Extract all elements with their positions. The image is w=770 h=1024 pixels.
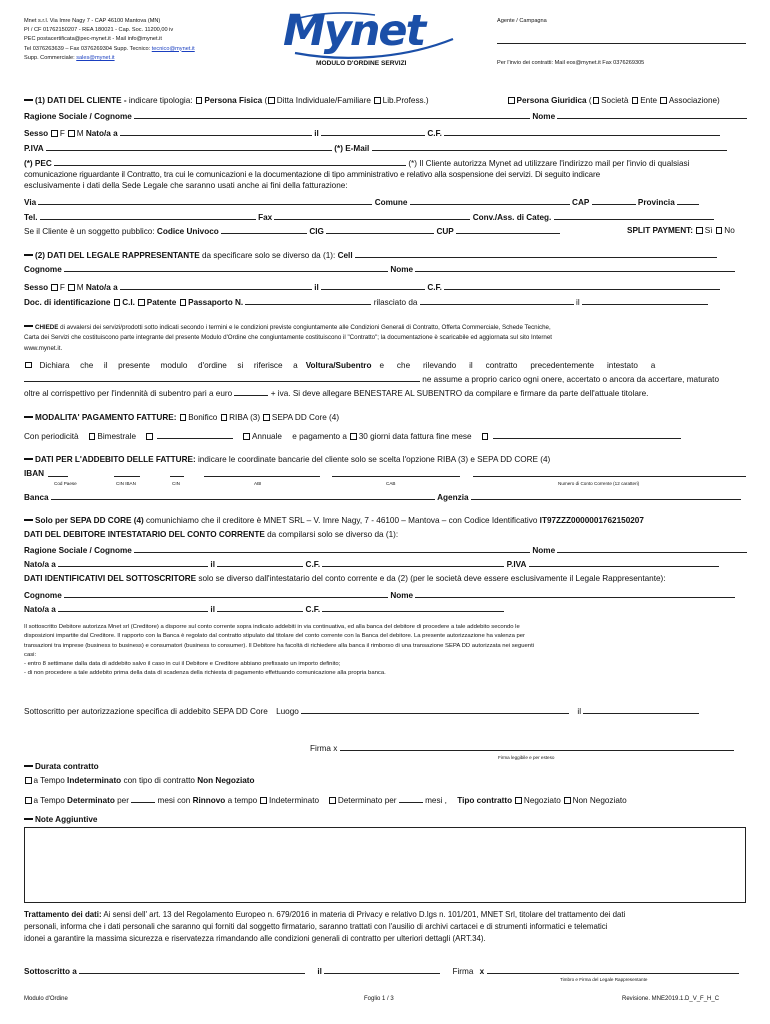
negoziato-checkbox[interactable] [515,797,522,804]
sottoscrittore-heading: DATI IDENTIFICATIVI DEL SOTTOSCRITORE [24,574,197,583]
mandate-line-2: disposizioni impartite dal Creditore. Il rapporto con la Banca è regolato dal contratto stipulato dal titolare del conto corrente con la Banca del debitore. La presente autorizzazione ha valenza per [24,633,526,640]
doc-label: Doc. di identificazione [24,298,111,307]
provincia-field[interactable] [677,197,699,205]
sepa-heading-row [24,516,644,526]
split-payment-label: SPLIT PAYMENT: [627,226,693,235]
pec-field[interactable] [54,158,406,166]
det-bold: Determinato [67,796,115,805]
voltura-pre: Dichiara che il presente modulo d'ordine si riferisce a [39,361,298,370]
det-mesi-field[interactable] [131,795,155,803]
pagamento-row [24,413,339,423]
privacy-line-3: idonei a garantire la massima sicurezza e riservatezza rimandando alle condizioni generali di contratto per ulteriori dettagli (ART.34). [24,934,486,944]
debitore-nato-label: Nato/a a [24,560,56,569]
s1-piva-row [24,143,727,154]
section-dash-icon [24,519,33,521]
s1-heading-row: (1) DATI DEL CLIENTE - indicare tipologia: Persona Fisica ( Ditta Individuale/Familiare Lib.Profess.) [24,96,429,106]
ci-label: C.I. [122,298,135,307]
cup-field[interactable] [456,226,560,234]
sepa-il-field[interactable] [583,706,699,714]
debitore-heading: DATI DEL DEBITORE INTESTATARIO DEL CONTO CORRENTE [24,530,265,539]
persona-fisica-label: Persona Fisica [204,96,263,105]
agenzia-field[interactable] [471,492,741,500]
bimestrale-label: Bimestrale [97,432,137,441]
pa-prefix: Se il Cliente è un soggetto pubblico: [24,227,155,236]
det-mesi-2-field[interactable] [399,795,423,803]
cig-label: CIG [309,227,324,236]
debitore-piva-field[interactable] [529,559,719,567]
debitore-il-field[interactable] [217,559,303,567]
il-field[interactable] [321,128,425,136]
privacy-line-2: personali, informa che i dati personali che saranno qui forniti dal soggetto firmatario, saranno trattati con l'ausilio di archivi cartacei e di strumenti informatici e telematici [24,922,608,932]
pec-label: (*) PEC [24,159,52,168]
tempo-indeterminato-checkbox[interactable] [25,777,32,784]
section-dash-icon [24,765,33,767]
voltura-row-1 [24,361,746,371]
sepa-checkbox[interactable] [263,414,270,421]
ditta-label: Ditta Individuale/Familiare [276,96,371,105]
riba-label: RIBA (3) [229,413,261,422]
s2-cf-label: C.F. [427,283,442,292]
tempo-determinato-checkbox[interactable] [25,797,32,804]
s2-sesso-m-checkbox[interactable] [68,284,75,291]
privacy-line-1: Ai sensi dell' art. 13 del Regolamento Europeo n. 679/2016 in materia di Privacy e relativo D.lgs n. 101/201, MNET Srl, titolare del trattamento dei dati [103,910,626,919]
debitore-nato-field[interactable] [58,559,208,567]
pec-note-1: (*) Il Cliente autorizza Mynet ad utilizzare l'indirizzo mail per l'invio di qualsiasi [408,159,690,168]
iban-cin-iban-field[interactable] [114,469,140,477]
note-aggiuntive-field[interactable] [24,827,746,903]
durata-indet-row [24,776,255,786]
indet-pre: a Tempo [33,776,65,785]
s2-il-field[interactable] [321,282,425,290]
sottoscrittore-cf-label: C.F. [305,605,321,614]
ente-checkbox[interactable] [632,97,639,104]
piva-label: P.IVA [24,144,44,153]
section-dash-icon [24,458,33,460]
final-sign-row [24,966,739,977]
sottoscrittore-cf-field[interactable] [322,604,504,612]
mandate-line-1: Il sottoscritto Debitore autorizza Mnet srl (Creditore) a disporre sul conto corrente sopra indicato addebiti in via continuativa, ed alla banca del debitore di procedere a tale addebito secondo le [24,624,520,630]
cod-paese-label: Cod Paese [54,481,77,486]
det-indet: Indeterminato [268,796,320,805]
bimestrale-checkbox[interactable] [89,433,96,440]
s2-cognome-field[interactable] [64,264,388,272]
pec-note-3: esclusivamente i dati della Sede Legale che saranno usati anche ai fini della fatturazione: [24,181,348,190]
tel-label: Tel. [24,213,38,222]
rilasciato-label: rilasciato da [373,298,418,307]
mandate-line-5: - entro 8 settimane dalla data di addebito salvo il caso in cui il Debitore e Creditore abbiano prefissato un importo definito; [24,661,341,668]
split-no-label: No [724,226,735,235]
30-giorni-label: 30 giorni data fattura fine mese [358,432,472,441]
sepa-firma-row [310,743,734,754]
sottoscrittore-nato-row [24,604,504,615]
iban-fields [48,469,746,479]
sesso-f-checkbox[interactable] [51,130,58,137]
s2-subheading: da specificare solo se diverso da (1): [201,251,336,260]
cig-field[interactable] [326,226,434,234]
mandate-text [24,623,746,679]
sottoscrittore-cognome-row [24,590,735,601]
fax-label: Fax [258,213,273,222]
firma-note: Firma leggibile e per esteso [498,755,555,760]
s1-heading: (1) DATI DEL CLIENTE - [35,96,127,105]
cf-label: C.F. [427,129,442,138]
num-conto-label: Numero di Conto Corrente (12 caratteri) [558,481,640,486]
note-heading: Note Aggiuntive [35,815,98,824]
s2-sesso-f-label: F [59,283,65,292]
sepa-sign-row [24,706,699,717]
tipo-contratto-label: Tipo contratto [457,796,513,805]
mandate-line-4: casi: [24,651,37,658]
det-mesi: mesi con [157,796,191,805]
banca-label: Banca [24,493,49,502]
tech-email-link[interactable]: tecnico@mynet.it [151,45,195,52]
sottoscrittore-nome-label: Nome [390,591,414,600]
debitore-nato-row [24,559,719,570]
debitore-ragione-row [24,545,747,556]
mandate-line-3: transazioni tra imprese (business to business) e consumatori (business to consumer). Il Debitore ha facoltà di richiedere alla banca il rimborso di una transazione SEPA DD autorizzata nei seguenti [24,642,535,649]
tel-field[interactable] [40,212,256,220]
s2-cognome-label: Cognome [24,265,62,274]
cup-label: CUP [436,227,454,236]
ci-checkbox[interactable] [114,299,121,306]
cell-field[interactable] [355,250,717,258]
debitore-nome-field[interactable] [557,545,747,553]
riba-checkbox[interactable] [221,414,228,421]
sepa-il-label: il [577,707,582,716]
luogo-field[interactable] [301,706,569,714]
comune-label: Comune [374,198,408,207]
addebito-heading-row [24,455,550,465]
lib-prof-label: Lib.Profess.) [382,96,429,105]
sepa-heading: Solo per SEPA DD CORE (4) [35,516,144,525]
abi-label: ABI [254,481,262,486]
chiede-heading: CHIEDE [35,324,59,331]
nome-field[interactable] [557,111,747,119]
company-info [24,17,195,63]
indennita-field[interactable] [234,388,268,396]
lib-prof-checkbox[interactable] [374,97,381,104]
ragione-sociale-field[interactable] [134,111,530,119]
agenzia-label: Agenzia [437,493,469,502]
cin-label: CIN [172,481,180,486]
negoziato-label: Negoziato [523,796,561,805]
s1-sesso-row [24,128,720,139]
footer-left: Modulo d'Ordine [24,996,68,1002]
s2-nato-field[interactable] [120,282,312,290]
s1-ragione-row [24,111,747,122]
voltura-line-3: oltre al corrispettivo per l'indennità di subentro pari a euro [24,389,233,398]
iban-labels [48,481,746,489]
indet-bold: Indeterminato [67,776,122,785]
s2-sesso-m-label: M [76,283,84,292]
debitore-ragione-label: Ragione Sociale / Cognome [24,546,132,555]
mynet-logo [283,6,456,59]
s2-sesso-label: Sesso [24,283,49,292]
section-dash-icon [24,818,33,820]
persona-giuridica-checkbox[interactable] [508,97,515,104]
sottoscrittore-nome-field[interactable] [415,590,735,598]
indet-mid: con tipo di contratto [123,776,195,785]
associazione-checkbox[interactable] [660,97,667,104]
s2-nato-label: Nato/a a [85,283,118,292]
sepa-sottoscritto-label: Sottoscritto per autorizzazione specifica di addebito SEPA DD Core [24,707,268,716]
agent-field[interactable] [497,43,746,44]
chiede-text-3: www.mynet.it. [24,344,63,352]
final-firma-field[interactable] [487,966,739,974]
ragione-sociale-label: Ragione Sociale / Cognome [24,112,132,121]
logo-wordmark: Mynet [283,6,425,56]
voltura-post: e che rilevando il contratto precedentemente intestato a [379,361,656,370]
mandate-line-6: - di non procedere a tale addebito prima della data di scadenza della richiesta di pagamento effettuando comunicazione alla propria banca. [24,670,386,677]
cap-field[interactable] [592,197,636,205]
s2-cf-field[interactable] [444,282,720,290]
30-giorni-checkbox[interactable] [350,433,357,440]
cell-label: Cell [337,251,353,260]
voltura-checkbox[interactable] [25,362,32,369]
sottoscrittore-subheading: solo se diverso dall'intestatario del conto corrente e da (2) (per le società deve essere esclusivamente il Legale Rappresentante): [198,574,666,583]
s1-pec-row [24,158,689,169]
iban-cab-field[interactable] [332,469,460,477]
iban-conto-field[interactable] [473,469,746,477]
form-title: MODULO D'ORDINE SERVIZI [316,60,407,67]
debitore-cf-field[interactable] [322,559,504,567]
altro-pagamento-checkbox[interactable] [482,433,489,440]
sales-email-link[interactable]: sales@mynet.it [76,54,115,61]
banca-field[interactable] [51,492,435,500]
rinnovo-determinato-checkbox[interactable] [329,797,336,804]
sepa-label: SEPA DD Core (4) [271,413,340,422]
codice-univoco-field[interactable] [221,226,307,234]
chiede-text-2: Carta dei Servizi che costituiscono parte integrante del presente Modulo d'Ordine che congiuntamente costituiscono il "Contratto"; la documentazione è scaricabile ed aggiornata sul sito Internet [24,334,553,342]
section-dash-icon [24,254,33,256]
nato-label: Nato/a a [85,129,118,138]
sesso-f-label: F [59,129,65,138]
sepa-text: comunichiamo che il creditore è MNET SRL – V. Imre Nagy, 7 - 46100 – Mantova – con Codice Identificativo [146,516,538,525]
annuale-checkbox[interactable] [243,433,250,440]
det-det: Determinato per [337,796,397,805]
sepa-firma-label: Firma x [310,744,338,753]
cab-label: CAB [386,481,396,486]
comune-field[interactable] [410,197,570,205]
s1-via-row [24,197,699,208]
s2-nome-label: Nome [390,265,414,274]
sottoscrittore-il-label: il [210,605,215,614]
note-heading-row [24,815,97,825]
luogo-label: Luogo [276,707,299,716]
altro-periodo-checkbox[interactable] [146,433,153,440]
company-line-4: Tel 0376263639 – Fax 0376269304 Supp. Tecnico: [24,45,151,52]
sepa-firma-field[interactable] [340,743,734,751]
final-luogo-field[interactable] [79,966,305,974]
doc-number-field[interactable] [245,297,371,305]
nato-field[interactable] [120,128,312,136]
associazione-label: Associazione) [668,96,720,105]
sesso-m-label: M [76,129,84,138]
persona-giuridica-label: Persona Giuridica [516,96,587,105]
s2-nome-field[interactable] [415,264,735,272]
final-x-label: x [479,967,485,976]
iban-abi-field[interactable] [204,469,320,477]
det-pre: a Tempo [33,796,65,805]
s2-sesso-f-checkbox[interactable] [51,284,58,291]
det-a-tempo: a tempo [227,796,258,805]
footer-revision: Revisione. MNE2019.1.D_V_F_H_C [622,996,720,1002]
debitore-cf-label: C.F. [305,560,321,569]
det-mesi-2: mesi , [425,796,447,805]
iban-country-field[interactable] [48,469,68,477]
final-sottoscritto-label: Sottoscritto a [24,967,77,976]
via-field[interactable] [38,197,372,205]
pec-note-2: comunicazione riguardante il Contratto, tra cui le comunicazioni e la documentazione di tipo amministrativo e relativo alla sospensione dei servizi. Di seguito indicare [24,170,601,179]
email-label: (*) E-Mail [334,144,370,153]
s1-subheading: indicare tipologia: [128,96,193,105]
rinnovo-indeterminato-checkbox[interactable] [260,797,267,804]
conv-field[interactable] [554,212,714,220]
final-il-field[interactable] [324,966,440,974]
det-rinnovo: Rinnovo [192,796,226,805]
debitore-piva-label: P.IVA [506,560,527,569]
ditta-checkbox[interactable] [268,97,275,104]
email-field[interactable] [372,143,727,151]
sottoscrittore-heading-row [24,574,666,584]
chiede-text-1: di avvalersi dei servizi/prodotti sotto indicati secondo i termini e le condizioni previste congiuntamente alle Condizioni Generali di Contratto, Offerta Commerciale, Schede Tecniche, [60,324,551,331]
final-firma-label: Firma [452,967,474,976]
voltura-row-2 [24,374,719,385]
non-negoziato-checkbox[interactable] [564,797,571,804]
voltura-intestatario-field[interactable] [24,374,420,382]
company-line-2: PI / CF 01762150207 - REA 180021 - Cap. Soc. 11200,00 iv [24,27,174,34]
voltura-line-2: ne assume a proprio carico ogni onere, accertato o ancora da accertare, maturato [422,375,720,384]
patente-checkbox[interactable] [138,299,145,306]
s2-doc-row [24,297,708,308]
s1-pa-row [24,226,560,237]
durata-heading: Durata contratto [35,762,99,771]
sottoscrittore-nato-label: Nato/a a [24,605,56,614]
footer-page-number: Foglio 1 / 3 [364,996,394,1002]
fax-field[interactable] [274,212,470,220]
section-dash-icon [24,99,33,101]
s2-sesso-row [24,282,720,293]
voltura-row-3 [24,388,648,399]
company-line-1: Mnet s.r.l. Via Imre Nagy 7 - CAP 46100 Mantova (MN) [24,18,161,24]
codice-univoco-label: Codice Univoco [156,227,219,236]
passaporto-checkbox[interactable] [180,299,187,306]
section-dash-icon [24,416,33,418]
debitore-subheading: da compilarsi solo se diverso da (1): [267,530,399,539]
split-si-label: Sì [704,226,713,235]
societa-label: Società [601,96,629,105]
s1-tel-row [24,212,714,223]
debitore-heading-row [24,530,398,540]
s2-cognome-row [24,264,735,275]
company-line-5: Supp. Commerciale: [24,54,75,61]
debitore-nome-label: Nome [532,546,556,555]
split-no-checkbox[interactable] [716,227,723,234]
final-sign-note: Timbro e Firma del Legale Rappresentante [560,977,648,982]
altro-pagamento-field[interactable] [493,431,681,439]
addebito-subheading: indicare le coordinate bancarie del cliente solo se scelta l'opzione RIBA (3) e SEPA DD CORE (4) [197,455,551,464]
cap-label: CAP [572,198,590,207]
s2-il2-field[interactable] [582,297,708,305]
patente-label: Patente [146,298,177,307]
indet-bold-2: Non Negoziato [197,776,255,785]
banca-row [24,492,741,503]
s2-heading: (2) DATI DEL LEGALE RAPPRESENTANTE [35,251,200,260]
sepa-creditor-code: IT97ZZZ0000001762150207 [539,516,644,525]
pagamento-heading: MODALITA' PAGAMENTO FATTURE: [35,413,177,422]
iban-cin-field[interactable] [170,469,184,477]
split-si-checkbox[interactable] [696,227,703,234]
iban-label: IBAN [24,469,45,478]
piva-field[interactable] [46,143,332,151]
sottoscrittore-cognome-field[interactable] [64,590,388,598]
addebito-heading: DATI PER L'ADDEBITO DELLE FATTURE: [35,455,196,464]
societa-checkbox[interactable] [593,97,600,104]
annuale-label: Annuale [251,432,282,441]
section-dash-icon [24,325,33,327]
periodicita-row [24,431,681,442]
s2-il2-label: il [576,298,580,307]
company-line-3: PEC postacertificata@pec-mynet.it - Mail info@mynet.it [24,36,162,43]
debitore-ragione-field[interactable] [134,545,530,553]
non-negoziato-label: Non Negoziato [572,796,627,805]
voltura-bold: Voltura/Subentro [305,361,372,370]
periodicita-label: Con periodicità [24,432,79,441]
sottoscrittore-il-field[interactable] [217,604,303,612]
sottoscrittore-cognome-label: Cognome [24,591,62,600]
debitore-il-label: il [210,560,215,569]
ente-label: Ente [640,96,658,105]
cf-field[interactable] [444,128,720,136]
split-payment-group [627,226,735,236]
s2-il-label: il [314,283,319,292]
nome-label: Nome [532,112,556,121]
sesso-label: Sesso [24,129,49,138]
det-mid: per [117,796,129,805]
conv-label: Conv./Ass. di Categ. [472,213,552,222]
final-il-label: il [317,967,322,976]
altro-periodo-field[interactable] [157,431,233,439]
provincia-label: Provincia [637,198,675,207]
sottoscrittore-nato-field[interactable] [58,604,208,612]
privacy-text [24,909,746,946]
durata-heading-row [24,762,99,772]
agent-label: Agente / Campagna [497,18,547,24]
bonifico-checkbox[interactable] [180,414,187,421]
sesso-m-checkbox[interactable] [68,130,75,137]
voltura-line-3b: + iva. Si deve allegare BENESTARE AL SUBENTRO da compilare e firmare da parte dell'attuale titolare. [270,389,649,398]
cin-iban-label: CIN IBAN [116,481,136,486]
persona-fisica-checkbox[interactable] [196,97,203,104]
privacy-bold: Trattamento dei dati: [24,910,102,919]
s1-heading-row-right: Persona Giuridica ( Società Ente Associazione) [507,96,720,106]
via-label: Via [24,198,37,207]
chiede-block [24,323,746,354]
bonifico-label: Bonifico [188,413,218,422]
il-label: il [314,129,319,138]
durata-det-row [24,795,627,806]
passaporto-label: Passaporto N. [188,298,244,307]
rilasciato-field[interactable] [420,297,574,305]
e-pagamento-label: e pagamento a [292,432,347,441]
s2-heading-row [24,250,717,261]
send-contracts-note: Per l'invio dei contratti: Mail eos@mynet.it Fax 0376269305 [497,60,645,66]
